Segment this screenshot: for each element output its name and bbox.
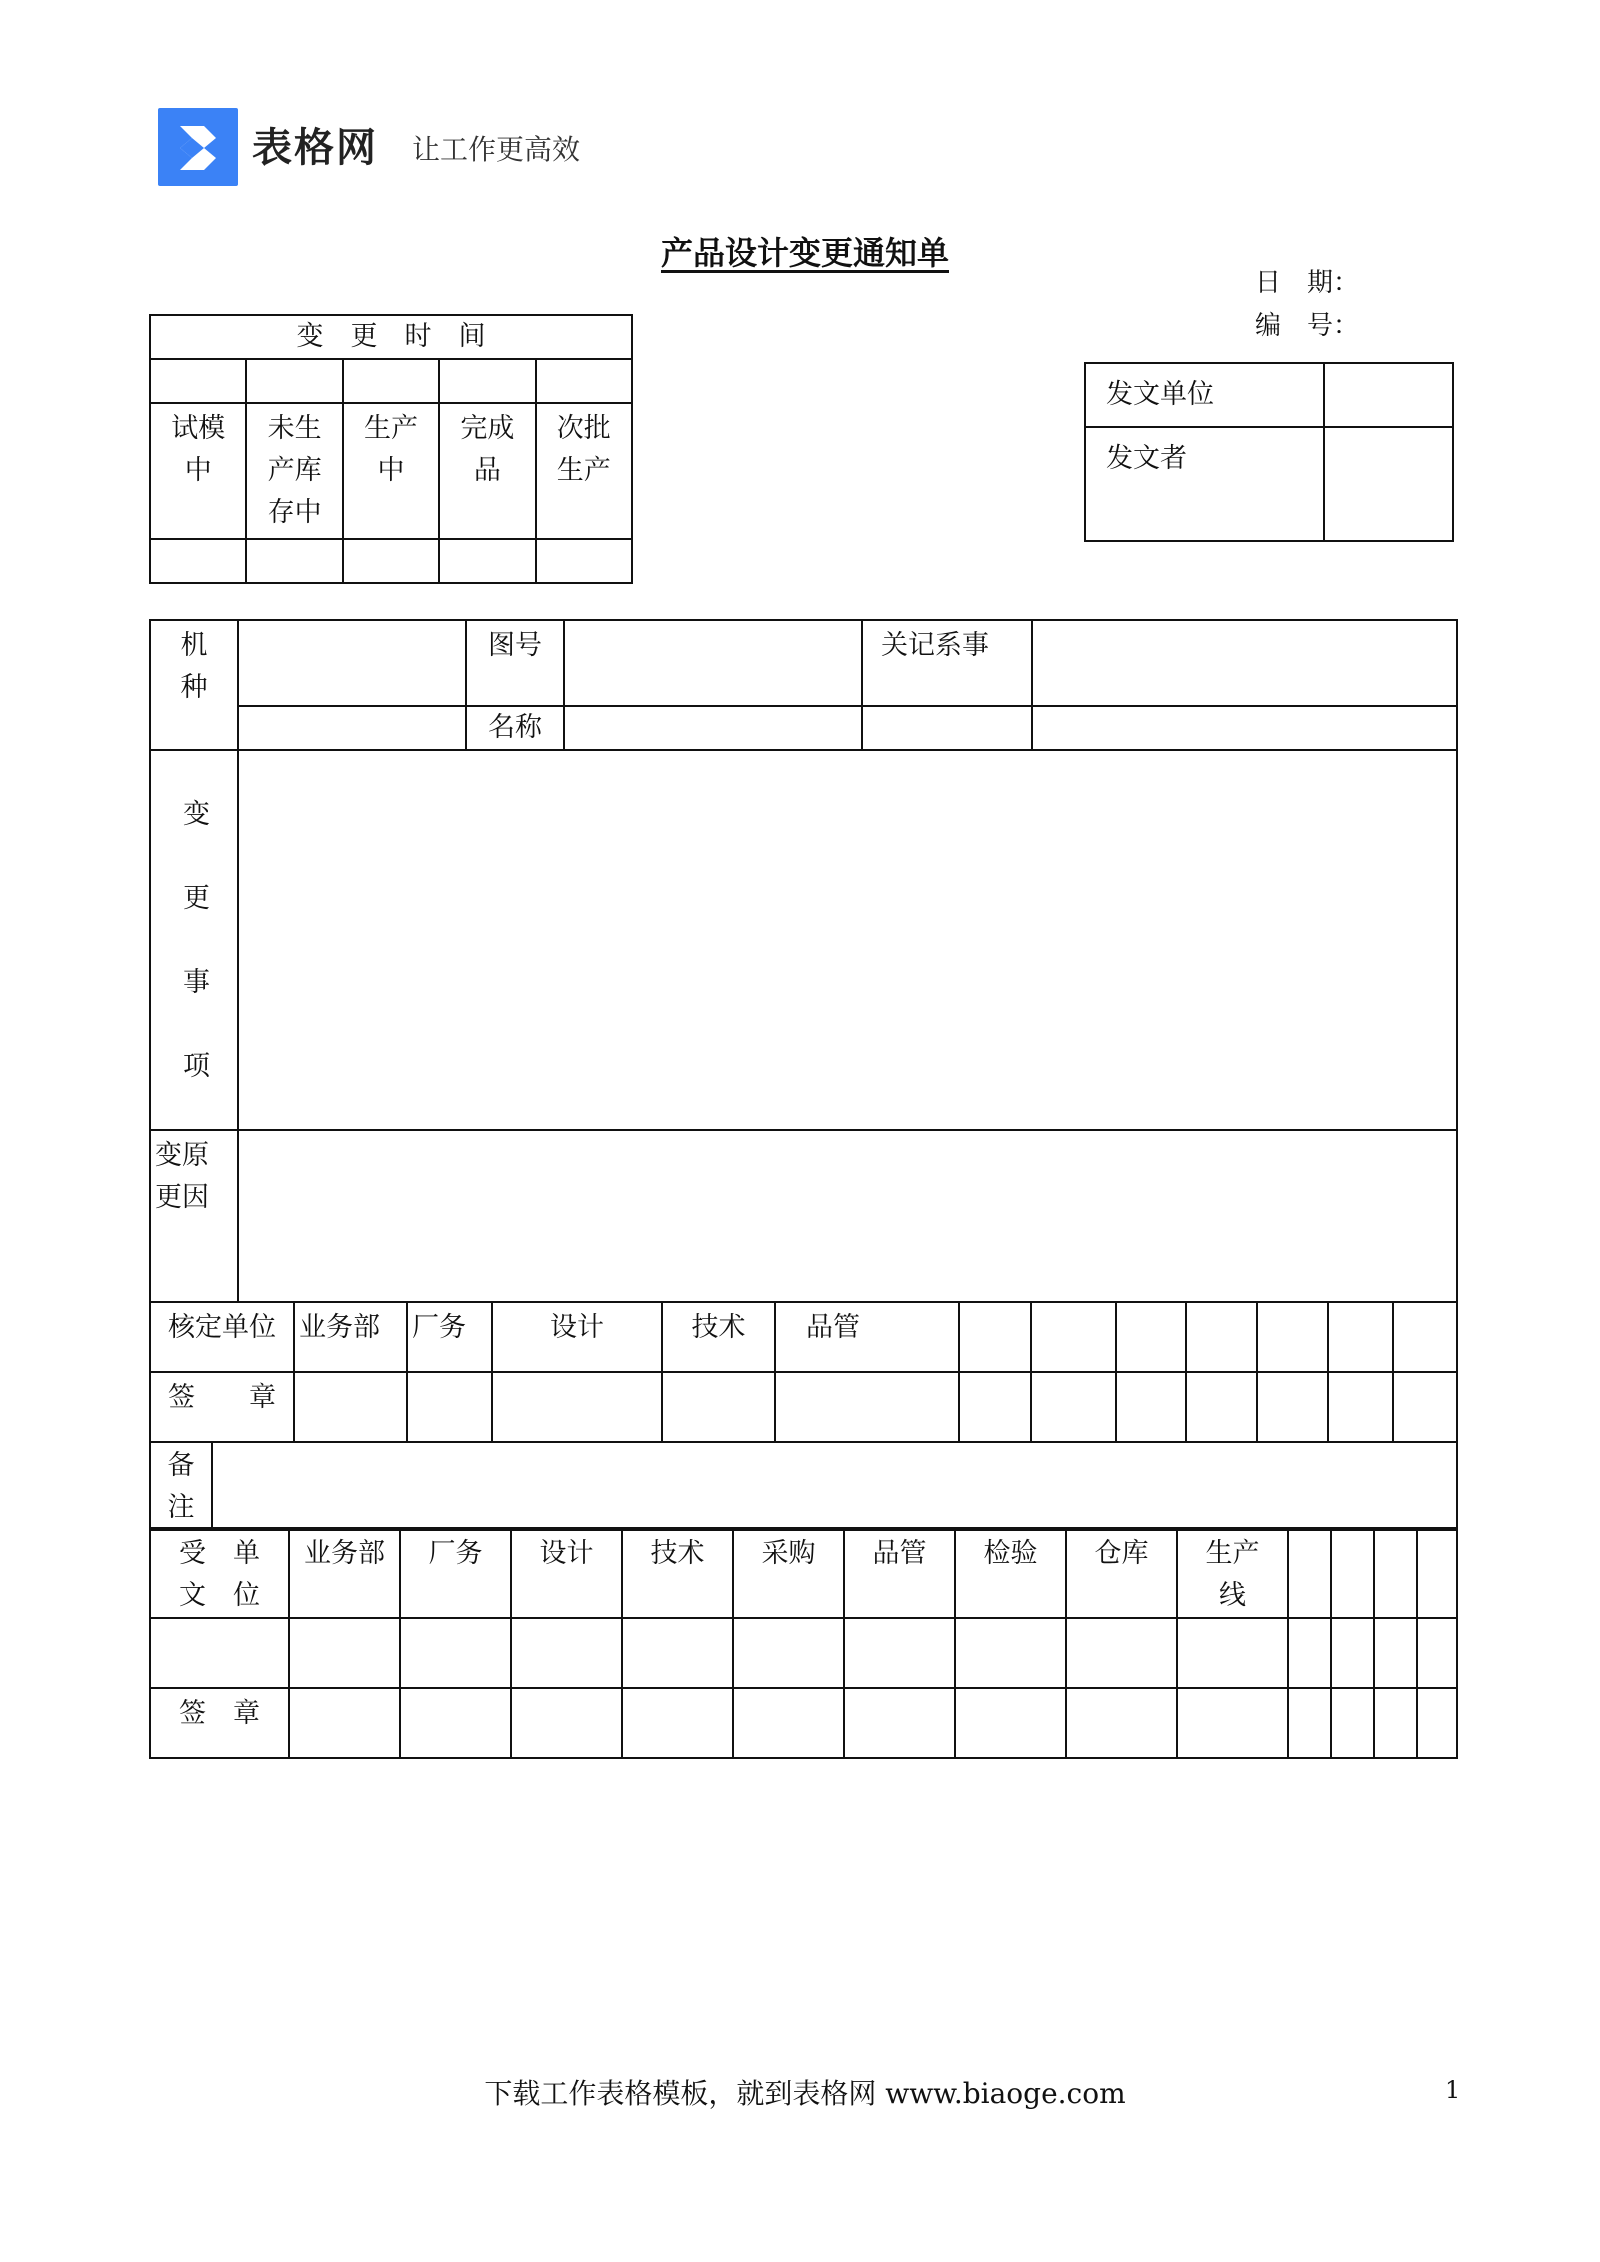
issuer-person-field[interactable] xyxy=(1324,427,1453,541)
signature-cell[interactable] xyxy=(1257,1372,1328,1442)
receiver-signature-label: 签 章 xyxy=(150,1688,289,1758)
related-field-2[interactable] xyxy=(862,706,1032,750)
receiver-extra-cell[interactable] xyxy=(1417,1528,1457,1618)
receiver-cell[interactable] xyxy=(1374,1618,1417,1688)
receiver-cell[interactable] xyxy=(622,1618,733,1688)
model-label: 机种 xyxy=(150,620,238,750)
signature-cell[interactable] xyxy=(1328,1372,1393,1442)
stage-label: 生产中 xyxy=(343,403,439,539)
signature-label: 签 章 xyxy=(150,1372,294,1442)
receiver-signature-cell[interactable] xyxy=(1417,1688,1457,1758)
issuer-person-label: 发文者 xyxy=(1085,427,1324,541)
change-time-cell[interactable] xyxy=(246,359,342,403)
receiver-cell[interactable] xyxy=(1177,1618,1288,1688)
related-field[interactable] xyxy=(1032,620,1457,706)
signature-cell[interactable] xyxy=(662,1372,775,1442)
receiver-cell[interactable] xyxy=(1288,1618,1331,1688)
receiver-extra-cell[interactable] xyxy=(1288,1528,1331,1618)
approval-extra-cell[interactable] xyxy=(1186,1302,1257,1372)
receiver-dept: 检验 xyxy=(955,1528,1066,1618)
date-label: 日 期： xyxy=(1255,268,1360,298)
signature-cell[interactable] xyxy=(775,1372,959,1442)
approval-dept: 品管 xyxy=(775,1302,959,1372)
page-number: 1 xyxy=(1445,2076,1461,2104)
model-field-2[interactable] xyxy=(238,706,466,750)
receiver-extra-cell[interactable] xyxy=(1374,1528,1417,1618)
receiver-signature-cell[interactable] xyxy=(1177,1688,1288,1758)
receiver-signature-cell[interactable] xyxy=(400,1688,511,1758)
receiver-dept: 仓库 xyxy=(1066,1528,1177,1618)
approval-unit-label: 核定单位 xyxy=(150,1302,294,1372)
receiver-dept: 采购 xyxy=(733,1528,844,1618)
drawing-no-field[interactable] xyxy=(564,620,862,706)
change-time-table xyxy=(149,314,633,584)
remarks-label: 备注 xyxy=(150,1442,212,1530)
receiver-cell[interactable] xyxy=(511,1618,622,1688)
approval-dept: 技术 xyxy=(662,1302,775,1372)
signature-cell[interactable] xyxy=(492,1372,662,1442)
change-time-cell[interactable] xyxy=(439,359,535,403)
reason-field[interactable] xyxy=(238,1130,1457,1302)
related-field-3[interactable] xyxy=(1032,706,1457,750)
brand-name: 表格网 xyxy=(252,125,378,171)
stage-check-cell[interactable] xyxy=(439,539,535,583)
stage-check-cell[interactable] xyxy=(150,539,246,583)
related-label: 关记系事 xyxy=(862,620,1032,706)
approval-dept: 厂务 xyxy=(407,1302,492,1372)
signature-cell[interactable] xyxy=(294,1372,407,1442)
issuer-unit-label: 发文单位 xyxy=(1085,363,1324,427)
approval-extra-cell[interactable] xyxy=(1116,1302,1186,1372)
issuer-unit-field[interactable] xyxy=(1324,363,1453,427)
change-time-cell[interactable] xyxy=(536,359,632,403)
receiver-signature-cell[interactable] xyxy=(622,1688,733,1758)
receiver-signature-cell[interactable] xyxy=(733,1688,844,1758)
model-field[interactable] xyxy=(238,620,466,706)
receiver-dept: 设计 xyxy=(511,1528,622,1618)
change-time-header: 变 更 时 间 xyxy=(150,315,632,359)
signature-cell[interactable] xyxy=(1031,1372,1116,1442)
drawing-no-label: 图号 xyxy=(466,620,564,706)
receiver-dept: 生产线 xyxy=(1177,1528,1288,1618)
approval-extra-cell[interactable] xyxy=(1393,1302,1457,1372)
approval-extra-cell[interactable] xyxy=(1257,1302,1328,1372)
receiver-cell[interactable] xyxy=(289,1618,400,1688)
receiver-dept: 厂务 xyxy=(400,1528,511,1618)
change-time-cell[interactable] xyxy=(343,359,439,403)
footer-text: 下载工作表格模板，就到表格网 www.biaoge.com xyxy=(484,2077,1126,2110)
receiver-cell[interactable] xyxy=(1066,1618,1177,1688)
change-time-cell[interactable] xyxy=(150,359,246,403)
signature-cell[interactable] xyxy=(407,1372,492,1442)
reason-label: 变原更因 xyxy=(150,1130,238,1302)
receiver-signature-cell[interactable] xyxy=(511,1688,622,1758)
receiver-signature-cell[interactable] xyxy=(289,1688,400,1758)
receiver-signature-cell[interactable] xyxy=(955,1688,1066,1758)
signature-cell[interactable] xyxy=(1186,1372,1257,1442)
approval-extra-cell[interactable] xyxy=(1031,1302,1116,1372)
remarks-table xyxy=(149,1441,1458,1531)
receiver-dept: 品管 xyxy=(844,1528,955,1618)
stage-check-cell[interactable] xyxy=(536,539,632,583)
number-label: 编 号： xyxy=(1255,311,1360,341)
receiver-cell[interactable] xyxy=(1417,1618,1457,1688)
receiver-signature-cell[interactable] xyxy=(844,1688,955,1758)
change-items-field[interactable] xyxy=(238,750,1457,1130)
name-field[interactable] xyxy=(564,706,862,750)
approval-extra-cell[interactable] xyxy=(959,1302,1031,1372)
name-label: 名称 xyxy=(466,706,564,750)
document-title: 产品设计变更通知单 xyxy=(660,234,949,272)
receiver-cell[interactable] xyxy=(150,1618,289,1688)
receiver-label: 受 单文 位 xyxy=(150,1528,289,1618)
receiver-cell[interactable] xyxy=(733,1618,844,1688)
receiver-table xyxy=(149,1527,1458,1759)
stage-label: 完成品 xyxy=(439,403,535,539)
issuer-table xyxy=(1084,362,1454,542)
approval-extra-cell[interactable] xyxy=(1328,1302,1393,1372)
approval-dept: 业务部 xyxy=(294,1302,407,1372)
stage-label: 试模中 xyxy=(150,403,246,539)
remarks-field[interactable] xyxy=(212,1442,1457,1530)
signature-cell[interactable] xyxy=(1393,1372,1457,1442)
change-items-label: 变更事项 xyxy=(150,750,238,1130)
receiver-signature-cell[interactable] xyxy=(1066,1688,1177,1758)
logo-icon xyxy=(158,108,238,186)
brand-slogan: 让工作更高效 xyxy=(412,133,581,166)
stage-label: 次批生产 xyxy=(536,403,632,539)
signature-cell[interactable] xyxy=(1116,1372,1186,1442)
receiver-cell[interactable] xyxy=(844,1618,955,1688)
receiver-signature-cell[interactable] xyxy=(1331,1688,1374,1758)
signature-cell[interactable] xyxy=(959,1372,1031,1442)
receiver-dept: 业务部 xyxy=(289,1528,400,1618)
stage-check-cell[interactable] xyxy=(246,539,342,583)
receiver-dept: 技术 xyxy=(622,1528,733,1618)
main-form-table xyxy=(149,619,1458,1303)
receiver-extra-cell[interactable] xyxy=(1331,1528,1374,1618)
receiver-cell[interactable] xyxy=(400,1618,511,1688)
stage-label: 未生产库存中 xyxy=(246,403,342,539)
stage-check-cell[interactable] xyxy=(343,539,439,583)
receiver-cell[interactable] xyxy=(1331,1618,1374,1688)
approval-table xyxy=(149,1301,1458,1443)
receiver-cell[interactable] xyxy=(955,1618,1066,1688)
receiver-signature-cell[interactable] xyxy=(1374,1688,1417,1758)
receiver-signature-cell[interactable] xyxy=(1288,1688,1331,1758)
approval-dept: 设计 xyxy=(492,1302,662,1372)
